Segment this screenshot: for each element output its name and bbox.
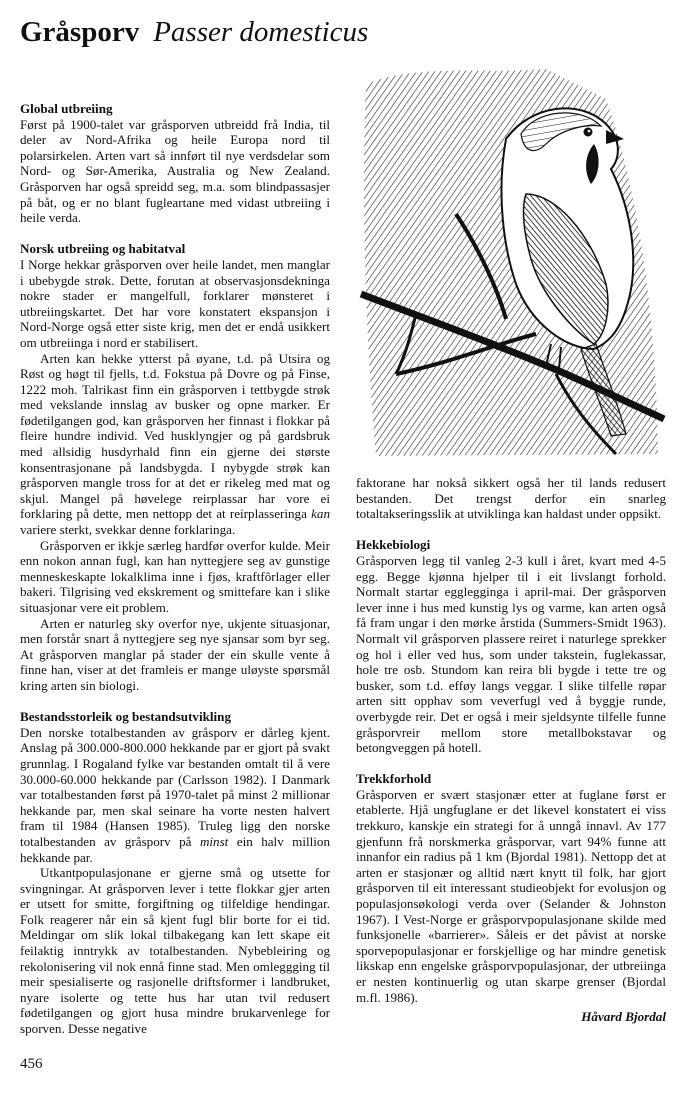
norsk-2-end: variere sterkt, svekkar denne forklaringa. bbox=[20, 522, 236, 538]
heading-global: Global utbreiing bbox=[20, 101, 113, 116]
heading-trekk: Trekkforhold bbox=[356, 771, 432, 787]
paragraph-global-1: Først på 1900-talet var gråsporven utbreidd frå India, til deler av Nord-Afrika og heile Europa nord til polarsirkelen. Arten vart så innført til nye verdsdelar som Nord- og Sør-Amerika, Australia og New Zealand. Gråsporven har også spreidd seg, m.a. som blindpassasjer på båt, og er no blant fugleartane med vidast utbreiing i heile verda. bbox=[20, 116, 330, 226]
norsk-2-text: Arten kan hekke ytterst på øyane, t.d. på Utsira og Røst og høgt til fjells, t.d. Fokstua på Dovre og på Finse, 1222 moh. Talrikast finn ein gråsporven i tettbygde strøk med vekslande innslag av busker og opne marker. Er fødetilgangen god, kan gråsporven her finnast i flokkar på fleire hundre individ. Ved husklyngjer og på gardsbruk med allsidig husdyrhald finn ein gjerne dei største konsentrasjonane på landsbygda. I nybygde strøk kan gråsporven mangle tross for at det er rikeleg med mat og skjul. Mangel på høvelege reirplassar har vore ei forklaring på dette, men nettopp det at reirplasseringa bbox=[20, 350, 330, 522]
paragraph-norsk-1: I Norge hekkar gråsporven over heile landet, men manglar i ubebygde strøk. Dette, forutan at observasjonsdekninga nokre stader er mangelfull, forklarer mønsteret i utbreiingskartet. Det har vore konstatert ekspansjon i Nord-Norge også etter siste krig, men det er endå usikkert om utbreiinga i nord er stabilisert. bbox=[20, 256, 330, 350]
paragraph-bestand-2: Utkantpopulasjonane er gjerne små og utsette for svingningar. At gråsporven lever i tette flokkar gjer arten er utsett for smitte, forgiftning og tilfeldige hendingar. Folk reagerer når ein så kjent fugl blir borte for ei tid. Meldingar om slik lokal tilbakegang kan lett skape eit feilaktig inntrykk av totalbestanden. Nybebleiring og rekolonisering vil nok ennå finne stad. Men omleggging til meir spesialiserte og rasjonelle driftsformer i landbruket, nyare isolerte og tette hus har utan tvil redusert fødetilgangen og gjort husa mindre brukarvenlege for sporven. Desse negative bbox=[20, 865, 330, 1037]
bestand-1-text: Den norske totalbestanden av gråsporv er dårleg kjent. Anslag på 300.000-800.000 hekkande par er gjort på svakt grunnlag. I Rogaland fylke var bestanden omtalt til å vere 30.000-60.000 hekkande par (Carlsson 1982). I Danmark var totalbestanden først på 1970-talet på minst 2 millionar hekkande par, men skal seinare ha vorte nesten halvert fram til 1984 (Hansen 1985). Truleg ligg den norske totalbestanden av gråsporv på bbox=[20, 724, 330, 849]
bestand-1-end: ein halv million hekkande par. bbox=[20, 833, 331, 865]
paragraph-trekk-1: Gråsporven er svært stasjonær etter at fuglane først er etablerte. Hjå ungfuglane er det likevel konstatert ei viss trekkuro, kanskje ein strategi for å unngå innavl. Av 177 gjenfunn frå norskmerka gråsporvar, vart 94% funne att innanfor ein radius på 1 km (Bjordal 1981). Nettopp det at arten er stasjonær og alltid nært knytt til folk, har gjort gråsporven til eit interessant studieobjekt for evolusjon og populasjonsøkologi verda over (Selander & Johnston 1967). I Vest-Norge er gråsporvpopulasjonane skilde med funksjonelle «barrierer». Såleis er det påvist at norske sporvepopulasjonar er forskjellige og har mindre genetisk likskap enn engelske gråsporvpopulasjonar, der utbreiinga er nesten kontinuerlig og utan skarpe grenser (Bjordal m.fl. 1986). bbox=[356, 786, 666, 1005]
species-common-name: Gråsporv bbox=[20, 16, 140, 48]
heading-norsk: Norsk utbreiing og habitatval bbox=[20, 241, 186, 257]
page-title bbox=[20, 14, 368, 50]
paragraph-norsk-4: Arten er naturleg sky overfor nye, ukjente situasjonar, men forstår snart å nyttegjere seg nye sjansar som byr seg. At gråsporven manglar på stader der ein skulle vente å finne han, viser at det framleis er mange uløyste spørsmål kring arten sin biologi. bbox=[20, 615, 330, 693]
paragraph-norsk-2 bbox=[20, 351, 330, 538]
bestand-1-emphasis: minst bbox=[199, 833, 229, 849]
paragraph-bestand-1 bbox=[20, 725, 330, 865]
paragraph-norsk-3: Gråsporven er ikkje særleg hardfør overfor kulde. Meir enn nokon annan fugl, kan han nyttegjere seg av gunstige menneskeskapte lokalklima inne i fjøs, kraftfôrlager eller bakeri. Tilgrising ved ekskrement og smittefare kan i slike situasjonar vere eit problem. bbox=[20, 537, 330, 615]
heading-bestand: Bestandsstorleik og bestandsutvikling bbox=[20, 709, 232, 725]
page-number: 456 bbox=[20, 1056, 43, 1072]
norsk-2-emphasis: kan bbox=[311, 506, 330, 522]
author-signature: Håvard Bjordal bbox=[581, 1009, 666, 1025]
left-column bbox=[20, 101, 330, 1037]
species-latin-name: Passer domesticus bbox=[153, 16, 369, 48]
sparrow-eye bbox=[584, 128, 593, 137]
sparrow-illustration bbox=[356, 44, 668, 462]
right-column bbox=[356, 475, 666, 1025]
paragraph-bestand-2-continued: faktorane har nokså sikkert også her til lands redusert bestanden. Det trengst derfor ein snarleg totaltakseringsslik at utviklinga kan haldast under oppsikt. bbox=[356, 475, 666, 522]
heading-hekke: Hekkebiologi bbox=[356, 537, 431, 553]
paragraph-hekke-1: Gråsporven legg til vanleg 2-3 kull i året, kvart med 4-5 egg. Begge kjønna hjelper til i eit livslangt forhold. Normalt startar egglegginga i april-mai. Der gråsporven lever inne i hus med kunstig lys og varme, kan arten også få fram ungar i den mørke årstida (Summers-Smidt 1963). Normalt vil gråsporven plassere reiret i naturlege sprekker og hol i eller ved hus, som under takstein, fuglekassar, hole tre osb. Stundom kan reira bli bygde i tette tre og busker, som t.d. efføy langs veggar. I slike tilfelle røpar arten sitt opphav som veverfugl ved å byggje runde, overbygde reir. Det er også i meir sjeldsynte tilfelle funne gråsporvreir mellom store metallbokstavar og betongveggen på hotell. bbox=[356, 552, 666, 756]
